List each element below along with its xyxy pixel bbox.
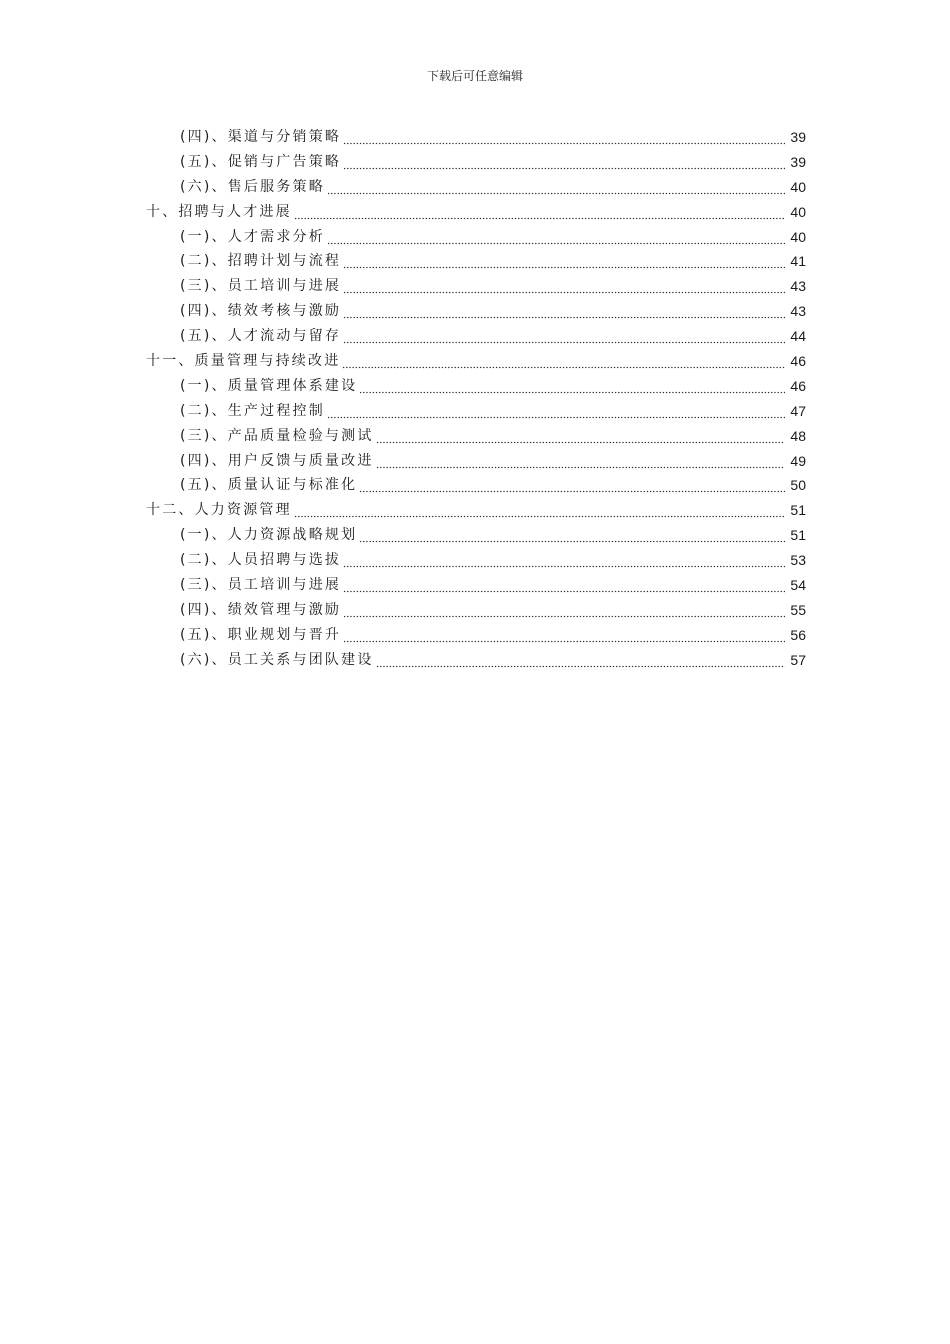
toc-section-entry[interactable] — [0, 399, 950, 424]
toc-section-entry[interactable] — [0, 299, 950, 324]
toc-entry-page-number: 55 — [790, 601, 806, 618]
toc-entry-title: (二)、人员招聘与选拔 — [180, 552, 342, 569]
toc-entry-title: (五)、职业规划与晋升 — [180, 626, 342, 643]
toc-entry-title: (三)、产品质量检验与测试 — [180, 427, 374, 444]
toc-entry-title: (一)、人力资源战略规划 — [180, 527, 358, 544]
toc-entry-page-number: 39 — [790, 153, 806, 170]
toc-entry-title: 十、招聘与人才进展 — [146, 203, 292, 220]
toc-section-entry[interactable] — [0, 249, 950, 274]
toc-entry-title: 十二、人力资源管理 — [146, 502, 292, 519]
toc-section-entry[interactable] — [0, 125, 950, 150]
toc-entry-page-number: 40 — [790, 178, 806, 195]
toc-entry-page-number: 40 — [790, 203, 806, 220]
toc-entry-title: 十一、质量管理与持续改进 — [146, 353, 341, 370]
toc-chapter-entry[interactable] — [0, 200, 950, 225]
table-of-contents — [0, 125, 950, 673]
toc-chapter-entry[interactable] — [0, 498, 950, 523]
toc-section-entry[interactable] — [0, 648, 950, 673]
toc-entry-page-number: 44 — [790, 328, 806, 345]
toc-dot-leader — [376, 652, 785, 677]
toc-entry-title: (四)、渠道与分销策略 — [180, 129, 342, 145]
toc-entry-page-number: 51 — [790, 502, 806, 519]
toc-entry-page-number: 41 — [790, 253, 806, 270]
toc-entry-page-number: 51 — [790, 527, 806, 544]
toc-section-entry[interactable] — [0, 150, 950, 175]
toc-entry-page-number: 54 — [790, 577, 806, 594]
toc-section-entry[interactable] — [0, 175, 950, 200]
toc-section-entry[interactable] — [0, 523, 950, 548]
toc-section-entry[interactable] — [0, 623, 950, 648]
toc-section-entry[interactable] — [0, 274, 950, 299]
toc-entry-title: (六)、员工关系与团队建设 — [180, 651, 374, 668]
toc-entry-title: (六)、售后服务策略 — [180, 178, 325, 195]
toc-entry-title: (四)、绩效管理与激励 — [180, 601, 342, 618]
toc-entry-page-number: 43 — [790, 303, 806, 320]
toc-entry-page-number: 49 — [790, 452, 806, 469]
toc-entry-page-number: 40 — [790, 228, 806, 245]
toc-entry-title: (五)、质量认证与标准化 — [180, 477, 358, 494]
toc-entry-title: (五)、人才流动与留存 — [180, 328, 342, 345]
toc-section-entry[interactable] — [0, 374, 950, 399]
toc-section-entry[interactable] — [0, 225, 950, 250]
toc-entry-page-number: 39 — [790, 129, 806, 145]
toc-entry-title: (四)、用户反馈与质量改进 — [180, 452, 374, 469]
toc-entry-page-number: 50 — [790, 477, 806, 494]
toc-entry-title: (五)、促销与广告策略 — [180, 153, 342, 170]
toc-entry-page-number: 46 — [790, 377, 806, 394]
toc-section-entry[interactable] — [0, 598, 950, 623]
toc-entry-title: (二)、生产过程控制 — [180, 402, 325, 419]
toc-section-entry[interactable] — [0, 424, 950, 449]
toc-entry-page-number: 43 — [790, 278, 806, 295]
toc-section-entry[interactable] — [0, 548, 950, 573]
toc-section-entry[interactable] — [0, 573, 950, 598]
toc-entry-page-number: 53 — [790, 552, 806, 569]
toc-entry-title: (三)、员工培训与进展 — [180, 278, 342, 295]
toc-chapter-entry[interactable] — [0, 349, 950, 374]
toc-section-entry[interactable] — [0, 449, 950, 474]
toc-entry-title: (一)、人才需求分析 — [180, 228, 325, 245]
page-header-note: 下载后可任意编辑 — [426, 69, 523, 83]
toc-entry-title: (二)、招聘计划与流程 — [180, 253, 342, 270]
toc-entry-title: (四)、绩效考核与激励 — [180, 303, 342, 320]
toc-entry-page-number: 46 — [790, 353, 806, 370]
toc-entry-page-number: 47 — [790, 402, 806, 419]
toc-entry-page-number: 57 — [790, 651, 806, 668]
toc-entry-page-number: 48 — [790, 427, 806, 444]
toc-entry-title: (三)、员工培训与进展 — [180, 577, 342, 594]
toc-section-entry[interactable] — [0, 324, 950, 349]
toc-entry-title: (一)、质量管理体系建设 — [180, 377, 358, 394]
toc-section-entry[interactable] — [0, 473, 950, 498]
toc-entry-page-number: 56 — [790, 626, 806, 643]
